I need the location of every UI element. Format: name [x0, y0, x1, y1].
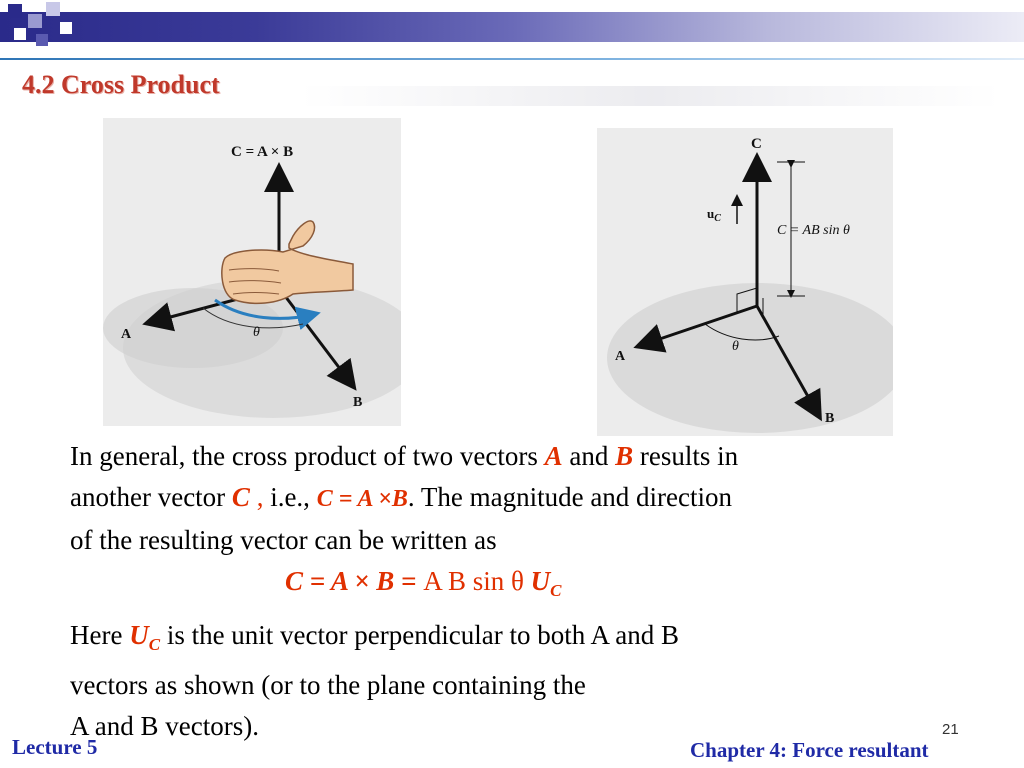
para1-line2: another vector C , i.e., C = A ×B. The magnitude and direction [70, 482, 733, 512]
slide-title: 4.2 Cross Product [22, 70, 220, 99]
figure-right-hand-rule [103, 118, 401, 426]
paragraph-intro [70, 436, 970, 561]
para1-line1: In general, the cross product of two vectors A and B results in [70, 441, 739, 471]
title-shadow-decoration [300, 86, 1000, 106]
footer-lecture: Lecture 5 [12, 735, 98, 759]
right-a-label: A [615, 349, 626, 364]
footer-chapter: Chapter 4: Force resultant [690, 738, 929, 762]
header-rule [0, 58, 1024, 60]
para2-line3: A and B vectors). [70, 711, 259, 741]
right-magnitude-label: C = AB sin θ [777, 223, 850, 238]
para1-line3: of the resulting vector can be written as [70, 525, 497, 555]
page-number: 21 [942, 721, 959, 738]
header-square-1 [8, 4, 22, 18]
header-square-6 [60, 22, 72, 34]
cross-product-equation: C = A × B = A B sin θ $U_C$ [285, 566, 562, 600]
left-theta-label: θ [253, 325, 260, 340]
para2-line2: vectors as shown (or to the plane containing the [70, 670, 586, 700]
para2-line1: Here $U_C$ is the unit vector perpendicular to both A and B [70, 620, 679, 654]
header-square-5 [36, 34, 48, 46]
left-cross-label: C = A × B [231, 144, 294, 160]
header-square-4 [14, 28, 26, 40]
header-square-2 [28, 14, 42, 28]
right-c-label: C [751, 136, 762, 152]
header-square-3 [46, 2, 60, 16]
figure-cross-product-magnitude [597, 128, 893, 436]
right-theta-label: θ [732, 339, 739, 354]
left-b-label: B [353, 395, 363, 410]
left-a-label: A [121, 327, 132, 342]
right-uc-label: $u_C$ [707, 206, 721, 224]
right-b-label: B [825, 411, 835, 426]
paragraph-unit-vector [70, 615, 970, 747]
header-bar [0, 12, 1024, 42]
